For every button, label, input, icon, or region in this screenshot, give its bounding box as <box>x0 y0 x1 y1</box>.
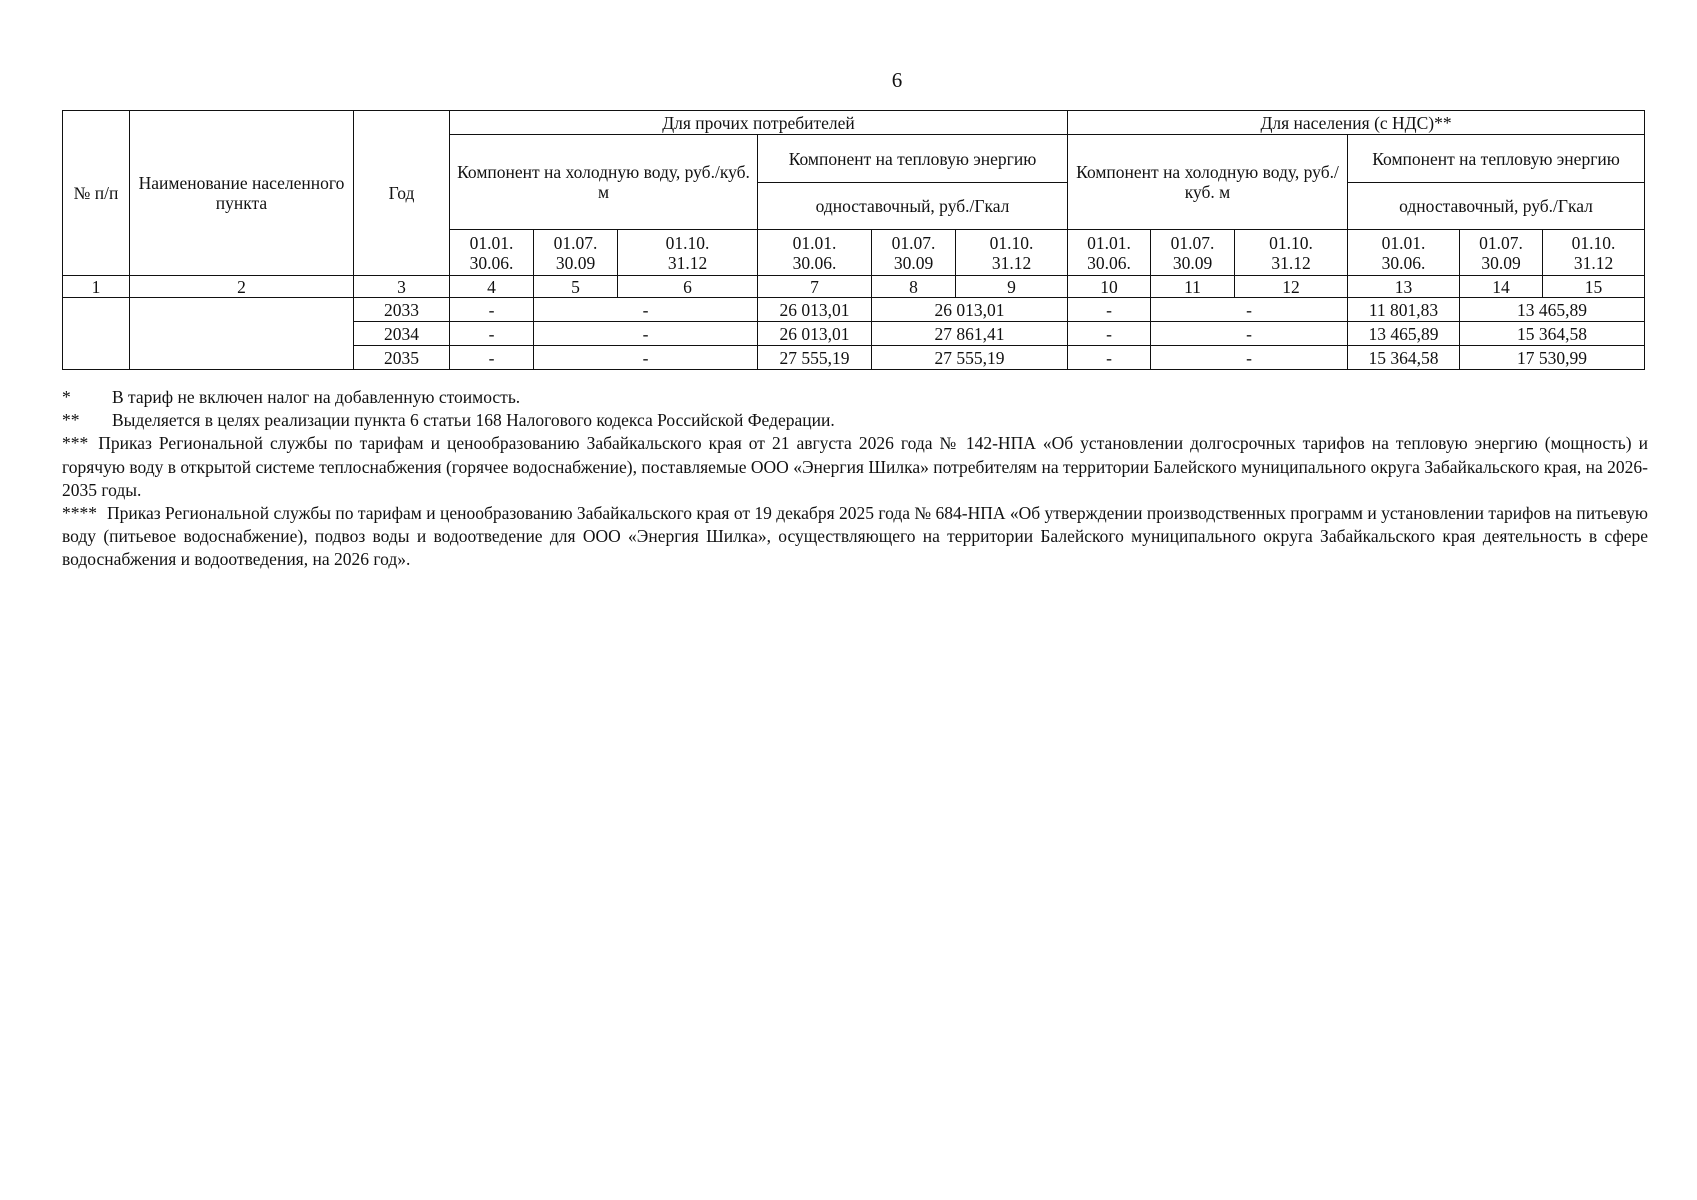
period-cell: 01.10. 31.12 <box>1543 230 1645 276</box>
year-cell: 2034 <box>354 322 450 346</box>
column-number: 6 <box>618 276 758 298</box>
footnote-mark: * <box>62 387 71 407</box>
other-heat-h2: 27 861,41 <box>872 322 1068 346</box>
pop-cold-h2: - <box>1151 346 1348 370</box>
header-other-cold: Компонент на холодную воду, руб./куб. м <box>450 135 758 230</box>
num-cell-empty <box>63 298 130 370</box>
pop-cold-h1: - <box>1068 298 1151 322</box>
pop-heat-h2: 15 364,58 <box>1460 322 1645 346</box>
column-number: 5 <box>534 276 618 298</box>
column-number: 4 <box>450 276 534 298</box>
period-cell: 01.01. 30.06. <box>450 230 534 276</box>
column-number: 9 <box>956 276 1068 298</box>
header-pop-cold: Компонент на холодную воду, руб./куб. м <box>1068 135 1348 230</box>
table-row <box>63 298 1645 322</box>
other-heat-h1: 26 013,01 <box>758 322 872 346</box>
period-cell: 01.10. 31.12 <box>1235 230 1348 276</box>
footnote-text: Приказ Региональной службы по тарифам и ценообразованию Забайкальского края от 19 декабря 2025 года № 684-НПА «Об утверждении производственных программ и установлении тарифов на питьевую воду (питьевое водоснабжение), подвоз воды и водоотведение для ООО «Энергия Шилка», осуществляющего на территории Балейского муниципального округа Забайкальского края деятельность в сфере водоснабжения и водоотведения, на 2026 год». <box>62 503 1648 570</box>
footnotes <box>62 386 1648 572</box>
header-other-heat-sub: одноставочный, руб./Гкал <box>758 183 1068 230</box>
footnote <box>62 502 1648 572</box>
other-cold-h1: - <box>450 346 534 370</box>
period-cell: 01.01. 30.06. <box>758 230 872 276</box>
column-number: 11 <box>1151 276 1235 298</box>
pop-cold-h2: - <box>1151 322 1348 346</box>
period-cell: 01.10. 31.12 <box>956 230 1068 276</box>
column-number: 8 <box>872 276 956 298</box>
header-pop-heat-sub: одноставочный, руб./Гкал <box>1348 183 1645 230</box>
pop-cold-h1: - <box>1068 322 1151 346</box>
column-number: 10 <box>1068 276 1151 298</box>
pop-heat-h2: 17 530,99 <box>1460 346 1645 370</box>
year-cell: 2035 <box>354 346 450 370</box>
footnote-mark: ** <box>62 410 80 431</box>
column-number: 15 <box>1543 276 1645 298</box>
column-number-row <box>63 276 1645 298</box>
column-number: 3 <box>354 276 450 298</box>
header-other-heat: Компонент на тепловую энергию <box>758 135 1068 183</box>
column-number: 13 <box>1348 276 1460 298</box>
other-heat-h1: 26 013,01 <box>758 298 872 322</box>
other-heat-h2: 26 013,01 <box>872 298 1068 322</box>
column-number: 14 <box>1460 276 1543 298</box>
header-pop-heat: Компонент на тепловую энергию <box>1348 135 1645 183</box>
tariff-table <box>62 110 1645 370</box>
footnote-text: Приказ Региональной службы по тарифам и ценообразованию Забайкальского края от 21 августа 2026 года № 142-НПА «Об установлении долгосрочных тарифов на тепловую энергию (мощность) и горячую воду в открытой системе теплоснабжения (горячее водоснабжение), поставляемые ООО «Энергия Шилка» потребителям на территории Балейского муниципального округа Забайкальского края, на 2026-2035 годы. <box>62 433 1648 500</box>
year-cell: 2033 <box>354 298 450 322</box>
page-number: 6 <box>891 68 903 92</box>
header-group-population: Для населения (с НДС)** <box>1068 111 1645 135</box>
pop-cold-h2: - <box>1151 298 1348 322</box>
footnote <box>62 432 1648 502</box>
footnote-text: Выделяется в целях реализации пункта 6 статьи 168 Налогового кодекса Российской Федерации. <box>112 410 835 431</box>
column-number: 1 <box>63 276 130 298</box>
header-group-other: Для прочих потребителей <box>450 111 1068 135</box>
period-cell: 01.07. 30.09 <box>1151 230 1235 276</box>
period-cell: 01.07. 30.09 <box>534 230 618 276</box>
pop-heat-h1: 15 364,58 <box>1348 346 1460 370</box>
other-cold-h1: - <box>450 322 534 346</box>
pop-cold-h1: - <box>1068 346 1151 370</box>
period-cell: 01.10. 31.12 <box>618 230 758 276</box>
column-number: 2 <box>130 276 354 298</box>
other-cold-h2: - <box>534 298 758 322</box>
pop-heat-h2: 13 465,89 <box>1460 298 1645 322</box>
period-cell: 01.07. 30.09 <box>1460 230 1543 276</box>
other-cold-h2: - <box>534 346 758 370</box>
other-heat-h2: 27 555,19 <box>872 346 1068 370</box>
column-number: 7 <box>758 276 872 298</box>
other-cold-h2: - <box>534 322 758 346</box>
pop-heat-h1: 11 801,83 <box>1348 298 1460 322</box>
footnote <box>62 386 1648 409</box>
footnote <box>62 409 1648 432</box>
settlement-cell-empty <box>130 298 354 370</box>
other-cold-h1: - <box>450 298 534 322</box>
other-heat-h1: 27 555,19 <box>758 346 872 370</box>
header-settlement-name: Наименование населенного пункта <box>130 111 354 276</box>
footnote-text: В тариф не включен налог на добавленную стоимость. <box>112 387 521 407</box>
period-cell: 01.01. 30.06. <box>1068 230 1151 276</box>
period-cell: 01.01. 30.06. <box>1348 230 1460 276</box>
header-year: Год <box>354 111 450 276</box>
footnote-mark: *** <box>62 433 89 454</box>
footnote-mark: **** <box>62 503 97 524</box>
header-num: № п/п <box>63 111 130 276</box>
pop-heat-h1: 13 465,89 <box>1348 322 1460 346</box>
column-number: 12 <box>1235 276 1348 298</box>
period-cell: 01.07. 30.09 <box>872 230 956 276</box>
